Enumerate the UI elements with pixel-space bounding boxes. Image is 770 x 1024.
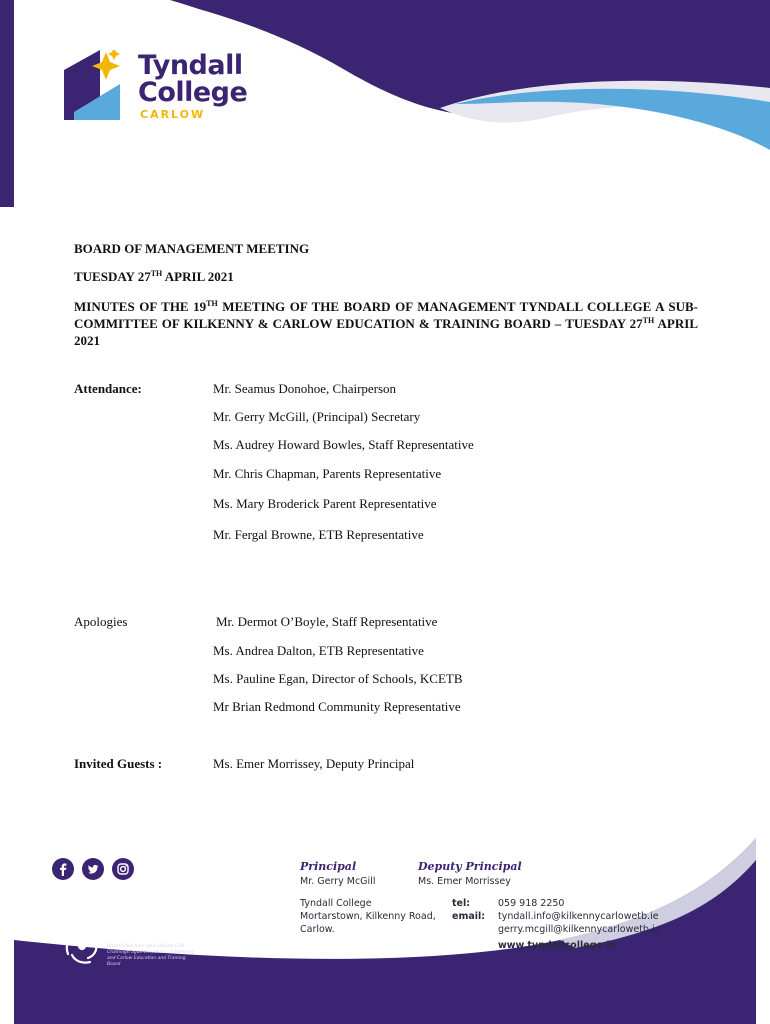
deputy-name: Ms. Emer Morrissey [418, 876, 511, 887]
logo-line-tyndall: Tyndall [138, 50, 243, 81]
tyndall-logo[interactable] [64, 50, 248, 130]
heading-minutes [74, 298, 698, 349]
heading-date [74, 268, 234, 285]
email-link[interactable]: gerry.mcgill@kilkennycarlowetb.ie [498, 924, 661, 935]
heading-date-post: APRIL 2021 [162, 269, 234, 284]
instagram-icon[interactable] [112, 858, 134, 880]
address-line: Carlow. [300, 924, 335, 935]
apologies-label: Apologies [74, 614, 128, 629]
logo-line-college: College [138, 77, 248, 108]
email-link[interactable]: tyndall.info@kilkennycarlowetb.ie [498, 911, 659, 922]
heading-minutes-c: APRIL 2021 [74, 316, 698, 348]
etb-logo[interactable] [60, 924, 200, 974]
etb-subtitle: Bord Oideachais agus Oiliúna Chill Chainnigh agus Cheatharlach Kilkenny and Carlow Education and Training Board [107, 944, 195, 967]
heading-date-pre: TUESDAY 27 [74, 269, 151, 284]
apologies-item: Mr Brian Redmond Community Representative [213, 699, 461, 714]
heading-date-sup: TH [150, 269, 163, 278]
apologies-item: Ms. Pauline Egan, Director of Schools, KCETB [213, 671, 463, 686]
logo-line-carlow: CARLOW [140, 108, 206, 121]
attendance-item: Ms. Audrey Howard Bowles, Staff Representative [213, 437, 474, 452]
heading-minutes-sup1: TH [206, 299, 218, 308]
email-label: email: [452, 911, 486, 922]
heading-minutes-sup2: TH [642, 316, 655, 325]
attendance-item: Mr. Gerry McGill, (Principal) Secretary [213, 409, 421, 424]
attendance-label: Attendance: [74, 381, 142, 396]
attendance-item: Mr. Seamus Donohoe, Chairperson [213, 381, 397, 396]
guests-item: Ms. Emer Morrissey, Deputy Principal [213, 756, 415, 771]
address-line: Tyndall College [300, 898, 372, 909]
principal-role: Principal [300, 860, 357, 873]
apologies-item: Mr. Dermot O’Boyle, Staff Representative [216, 614, 438, 629]
principal-name: Mr. Gerry McGill [300, 876, 376, 887]
attendance-item: Mr. Chris Chapman, Parents Representative [213, 466, 442, 481]
deputy-role: Deputy Principal [418, 860, 522, 873]
twitter-icon[interactable] [82, 858, 104, 880]
heading-minutes-a: MINUTES OF THE 19 [74, 299, 207, 314]
heading-minutes-b: MEETING OF THE BOARD OF MANAGEMENT TYNDALL COLLEGE A SUB-COMMITTEE OF KILKENNY & CARLOW EDUCATION & TRAINING BOARD – TUESDAY 27 [74, 299, 698, 331]
etb-name: etb [107, 924, 136, 942]
heading-meeting: BOARD OF MANAGEMENT MEETING [74, 241, 310, 256]
address-line: Mortarstown, Kilkenny Road, [300, 911, 436, 922]
tyndall-logo-mark-icon [64, 50, 134, 120]
tel-value[interactable]: 059 918 2250 [498, 898, 565, 909]
facebook-icon[interactable] [52, 858, 74, 880]
tel-label: tel: [452, 898, 471, 909]
apologies-item: Ms. Andrea Dalton, ETB Representative [213, 643, 424, 658]
attendance-item: Ms. Mary Broderick Parent Representative [213, 496, 437, 511]
logo-wordmark [138, 52, 247, 122]
etb-swirl-icon [60, 924, 104, 968]
guests-label: Invited Guests : [74, 756, 163, 771]
website-link[interactable]: www.tyndallcollege.ie [498, 940, 617, 951]
attendance-item: Mr. Fergal Browne, ETB Representative [213, 527, 424, 542]
